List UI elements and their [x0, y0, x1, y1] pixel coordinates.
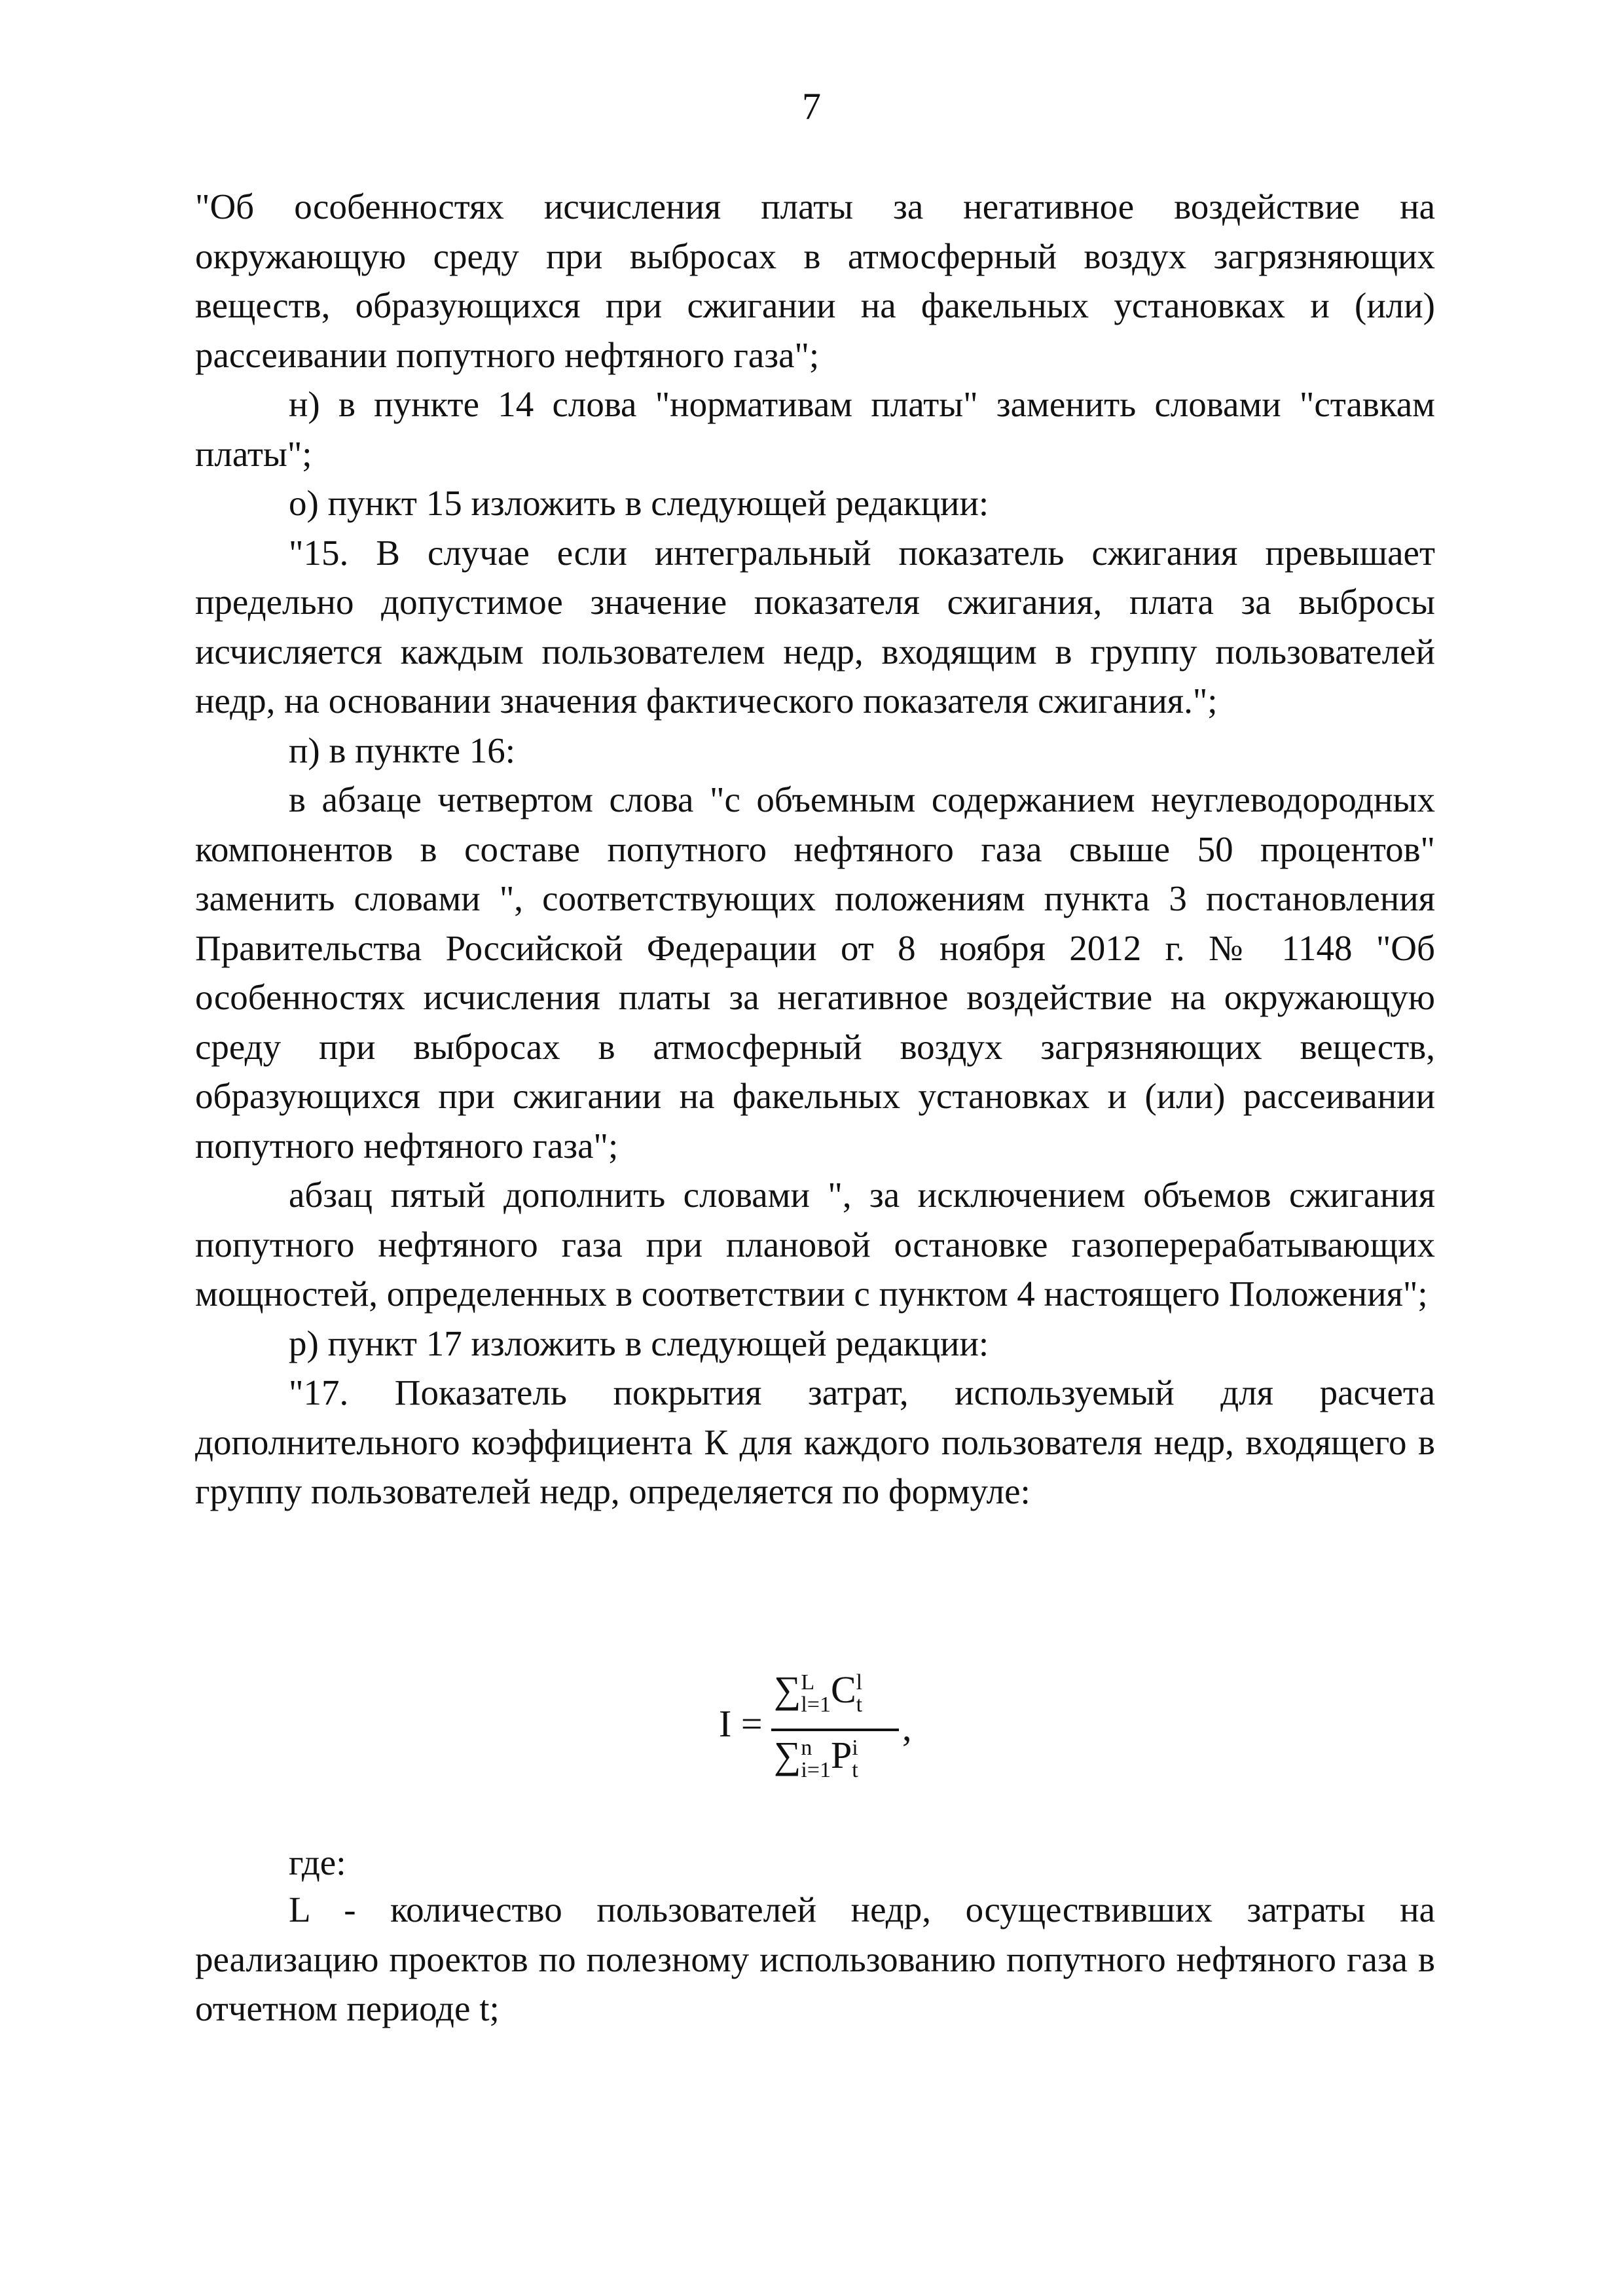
- fraction-bar: [771, 1729, 899, 1731]
- cost-coverage-formula: [719, 1668, 915, 1799]
- sum-lower-limit: i=1: [801, 1757, 831, 1782]
- paragraph-item-r: р) пункт 17 изложить в следующей редакции:: [289, 1323, 989, 1363]
- p-indices: [852, 1737, 858, 1782]
- sum-limits: [801, 1737, 831, 1782]
- p-subscript: t: [852, 1757, 858, 1782]
- paragraph-continuation: "Об особенностях исчисления платы за негативное воздействие на окружающую среду при выбросах в атмосферный воздух загрязняющих веществ, образующихся при сжигании на факельных установках и (или) рассеивании попутного нефтяного газа";: [195, 187, 1435, 375]
- formula-comma: ,: [902, 1706, 912, 1749]
- p-superscript: i: [852, 1735, 858, 1760]
- variable-c: C: [830, 1668, 856, 1711]
- sum-upper-limit: n: [801, 1735, 812, 1760]
- formula-denominator: [774, 1733, 858, 1782]
- paragraph-item-o: о) пункт 15 изложить в следующей редакции:: [289, 483, 989, 523]
- variable-p: P: [830, 1734, 852, 1776]
- paragraph-point-17: "17. Показатель покрытия затрат, используемый для расчета дополнительного коэффициента К для каждого пользователя недр, входящего в группу пользователей недр, определяется по формуле:: [195, 1372, 1435, 1511]
- paragraph-abzac-5: абзац пятый дополнить словами ", за исключением объемов сжигания попутного нефтяного газа при плановой остановке газоперерабатывающих мощностей, определенных в соответствии с пунктом 4 настоящего Положения";: [195, 1175, 1435, 1314]
- formula-lhs: I =: [719, 1702, 763, 1745]
- sum-upper-limit: L: [801, 1670, 815, 1695]
- formula-numerator: [774, 1668, 862, 1716]
- document-body: [195, 182, 1435, 1516]
- paragraph-item-p: п) в пункте 16:: [289, 730, 516, 770]
- paragraph-abzac-4: в абзаце четвертом слова "с объемным содержанием неуглеводородных компонентов в составе попутного нефтяного газа свыше 50 процентов" заменить словами ", соответствующих положениям пункта 3 постановления Правительства Российской Федерации от 8 ноября 2012 г. № 1148 "Об особенностях исчисления платы за негативное воздействие на окружающую среду при выбросах в атмосферный воздух загрязняющих веществ, образующихся при сжигании на факельных установках и (или) рассеивании попутного нефтяного газа";: [195, 780, 1435, 1166]
- sum-lower-limit: l=1: [801, 1692, 831, 1717]
- where-label: где:: [289, 1842, 346, 1882]
- c-indices: [856, 1672, 862, 1716]
- paragraph-point-15: "15. В случае если интегральный показатель сжигания превышает предельно допустимое значение показателя сжигания, плата за выбросы исчисляется каждым пользователем недр, входящим в группу пользователей недр, на основании значения фактического показателя сжигания.";: [195, 532, 1435, 721]
- c-subscript: t: [856, 1692, 863, 1717]
- sum-symbol: ∑: [774, 1734, 801, 1776]
- c-superscript: l: [856, 1670, 863, 1695]
- page-number: 7: [802, 85, 821, 128]
- paragraph-item-n: н) в пункте 14 слова "нормативам платы" заменить словами "ставкам платы";: [195, 384, 1435, 474]
- definitions: [195, 1885, 1435, 2034]
- sum-limits: [801, 1672, 831, 1716]
- sum-symbol: ∑: [774, 1668, 801, 1711]
- definition-l: L - количество пользователей недр, осуществивших затраты на реализацию проектов по полезному использованию попутного нефтяного газа в отчетном периоде t;: [195, 1890, 1435, 2028]
